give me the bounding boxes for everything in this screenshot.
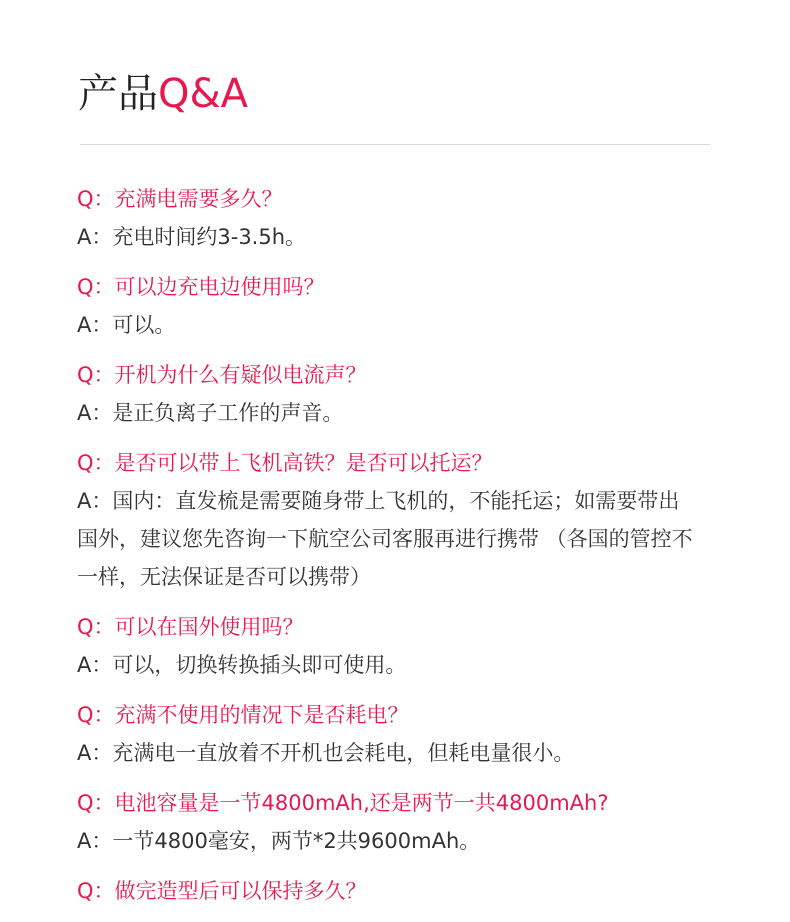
qa-item: [77, 784, 717, 860]
answer: [77, 482, 697, 596]
answer-text: 一节4800毫安，两节*2共9600mAh。: [112, 829, 481, 853]
answer-prefix: A：: [77, 489, 113, 513]
answer: [77, 306, 717, 344]
qa-item: [77, 696, 717, 772]
title-divider: [80, 144, 710, 145]
answer: [77, 646, 717, 684]
answer-text: 可以。: [112, 313, 176, 337]
answer-prefix: A：: [77, 741, 113, 765]
question-text: 开机为什么有疑似电流声？: [114, 363, 367, 387]
title-main: 产品: [78, 71, 158, 117]
qa-list: [77, 180, 717, 922]
question-text: 做完造型后可以保持多久？: [114, 879, 367, 903]
answer-prefix: A：: [77, 225, 113, 249]
answer-prefix: A：: [77, 829, 113, 853]
question: [77, 608, 717, 646]
qa-item: [77, 872, 717, 910]
question-text: 是否可以带上飞机高铁？是否可以托运？: [114, 451, 493, 475]
question: [77, 268, 717, 306]
question-text: 充满不使用的情况下是否耗电？: [114, 703, 409, 727]
qa-item: [77, 608, 717, 684]
answer-prefix: A：: [77, 653, 113, 677]
question: [77, 872, 717, 910]
qa-item: [77, 268, 717, 344]
answer: [77, 822, 717, 860]
title-accent: Q&A: [158, 71, 249, 117]
answer-text: 是正负离子工作的声音。: [112, 401, 344, 425]
question-prefix: Q：: [77, 791, 115, 815]
question-prefix: Q：: [77, 187, 115, 211]
answer-text: 国内：直发梳是需要随身带上飞机的，不能托运；如需要带出国外，建议您先咨询一下航空公司客服再进行携带 （各国的管控不一样，无法保证是否可以携带）: [77, 489, 693, 589]
answer: [77, 218, 717, 256]
question-prefix: Q：: [77, 451, 115, 475]
question: [77, 356, 717, 394]
question-text: 可以在国外使用吗？: [114, 615, 304, 639]
answer-text: 充满电一直放着不开机也会耗电，但耗电量很小。: [112, 741, 575, 765]
question-text: 电池容量是一节4800mAh,还是两节一共4800mAh?: [114, 791, 609, 815]
page-title: [78, 68, 248, 120]
answer: [77, 734, 717, 772]
answer-text: 可以，切换转换插头即可使用。: [112, 653, 407, 677]
question-prefix: Q：: [77, 275, 115, 299]
question-prefix: Q：: [77, 363, 115, 387]
answer-text: 充电时间约3-3.5h。: [112, 225, 307, 249]
qa-item: [77, 356, 717, 432]
answer-prefix: A：: [77, 313, 113, 337]
question-text: 可以边充电边使用吗？: [114, 275, 325, 299]
question: [77, 444, 717, 482]
question: [77, 784, 717, 822]
answer-prefix: A：: [77, 401, 113, 425]
answer: [77, 394, 717, 432]
question-prefix: Q：: [77, 703, 115, 727]
qa-item: [77, 180, 717, 256]
question: [77, 696, 717, 734]
question-prefix: Q：: [77, 879, 115, 903]
qa-item: [77, 444, 717, 596]
question-text: 充满电需要多久？: [114, 187, 283, 211]
question: [77, 180, 717, 218]
question-prefix: Q：: [77, 615, 115, 639]
